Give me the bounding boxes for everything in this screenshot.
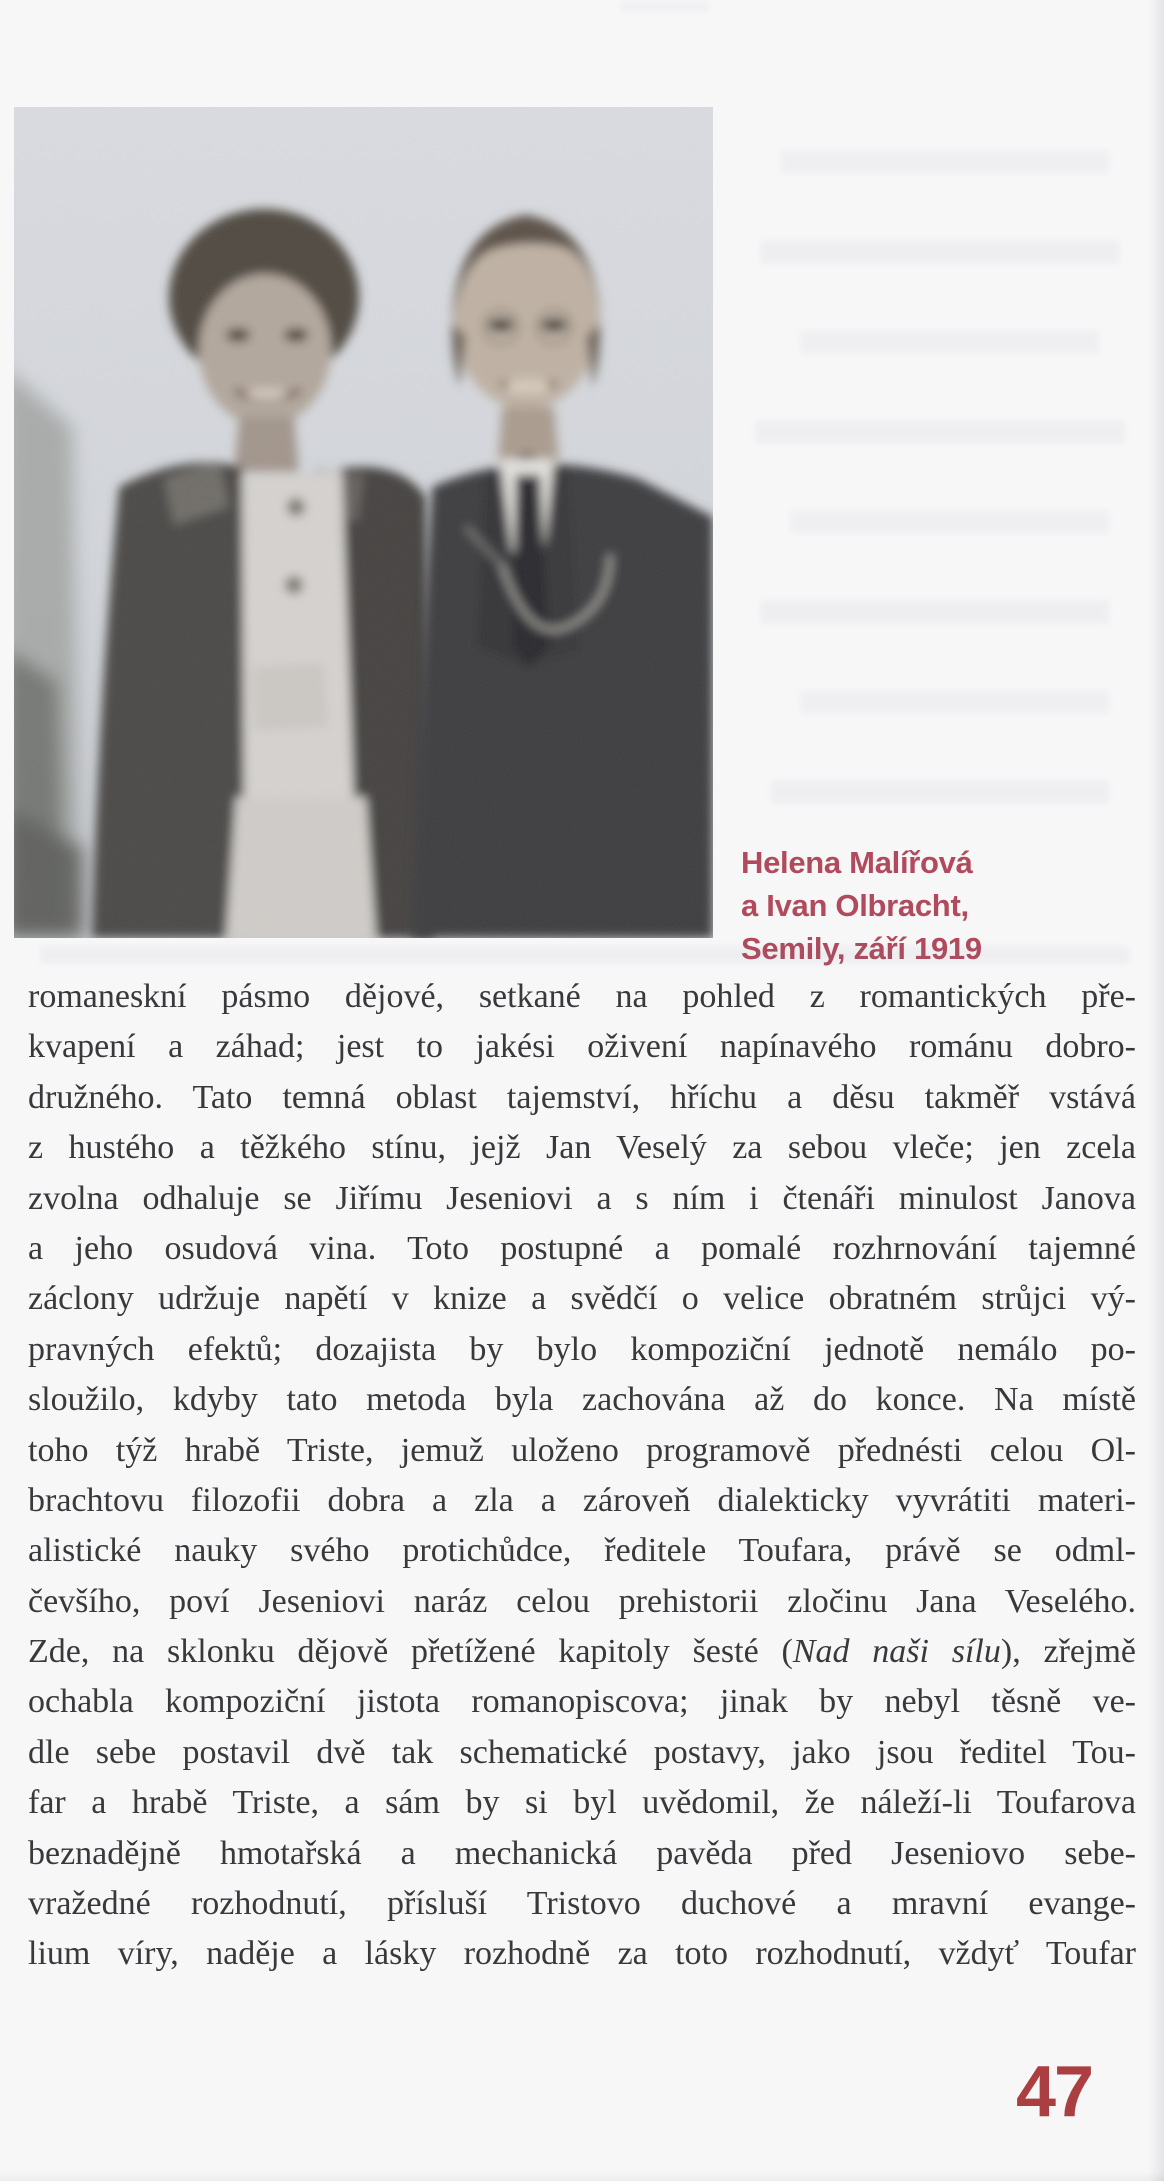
bleedthrough-smudge [780,150,1110,174]
text-line: zvolna odhaluje se Jiřímu Jeseniovi a s ním i čtenáři minulost Janova [28,1179,1136,1217]
text-line: lium víry, naděje a lásky rozhodně za toto rozhodnutí, vždyť Toufar [28,1935,1136,1973]
text-line: romaneskní pásmo dějové, setkané na pohled z romantických pře- [28,978,1136,1015]
text-line: sloužilo, kdyby tato metoda byla zachována až do konce. Na místě [28,1381,1136,1419]
photo [14,107,713,938]
caption-line: a Ivan Olbracht, [741,888,969,923]
text-line: družného. Tato temná oblast tajemství, hříchu a děsu takměř vstává [28,1078,1136,1116]
text-line: kvapení a záhad; jest to jakési oživení napínavého románu dobro- [28,1028,1136,1066]
photo-illustration [14,107,713,938]
text-line: dle sebe postavil dvě tak schematické postavy, jako jsou ředitel Tou- [28,1733,1136,1771]
bleedthrough-smudge [760,600,1110,624]
page-edge-shading [1148,0,1164,2181]
text-line: pravných efektů; dozajista by bylo kompoziční jednotě nemálo po- [28,1330,1136,1368]
text-line: ochabla kompoziční jistota romanopiscova; jinak by nebyl těsně ve- [28,1683,1136,1721]
text-line: toho týž hrabě Triste, jemuž uloženo programově přednésti celou Ol- [28,1431,1136,1469]
bleedthrough-smudge [760,240,1120,264]
bleedthrough-smudge [40,946,1130,964]
text-line: z hustého a těžkého stínu, jejž Jan Veselý za sebou vleče; jen zcela [28,1129,1136,1167]
text-line: far a hrabě Triste, a sám by si byl uvědomil, že náleží-li Toufarova [28,1784,1136,1822]
text-line: brachtovu filozofii dobra a zla a zároveň dialekticky vyvrátiti materi- [28,1481,1136,1519]
text-line: čevšího, poví Jeseniovi naráz celou prehistorii zločinu Jana Veselého. [28,1582,1136,1620]
bleedthrough-smudge [770,780,1110,804]
body-text [28,972,1136,1980]
photo-grain-overlay [14,107,713,938]
text-line: vražedné rozhodnutí, přísluší Tristovo duchové a mravní evange- [28,1885,1136,1923]
bleedthrough-smudge [800,690,1110,714]
text-line: Zde, na sklonku dějově přetížené kapitoly šesté (Nad naši sílu), zřejmě [28,1633,1136,1671]
text-line: a jeho osudová vina. Toto postupné a pomalé rozhrnování tajemné [28,1229,1136,1267]
page-edge-shading [0,2171,1164,2181]
bleedthrough-smudge [790,510,1110,534]
bleedthrough-smudge [620,2,710,12]
text-line: beznadějně hmotařská a mechanická pavěda před Jeseniovo sebe- [28,1834,1136,1872]
bleedthrough-smudge [755,420,1125,444]
page-number: 47 [1016,2052,1093,2132]
caption-line: Helena Malířová [741,845,973,880]
caption-line: Semily, září 1919 [741,931,982,966]
text-line: alistické nauky svého protichůdce, ředitele Toufara, právě se odml- [28,1532,1136,1570]
text-line: záclony udržuje napětí v knize a svědčí o velice obratném strůjci vý- [28,1280,1136,1318]
bleedthrough-smudge [800,330,1100,354]
